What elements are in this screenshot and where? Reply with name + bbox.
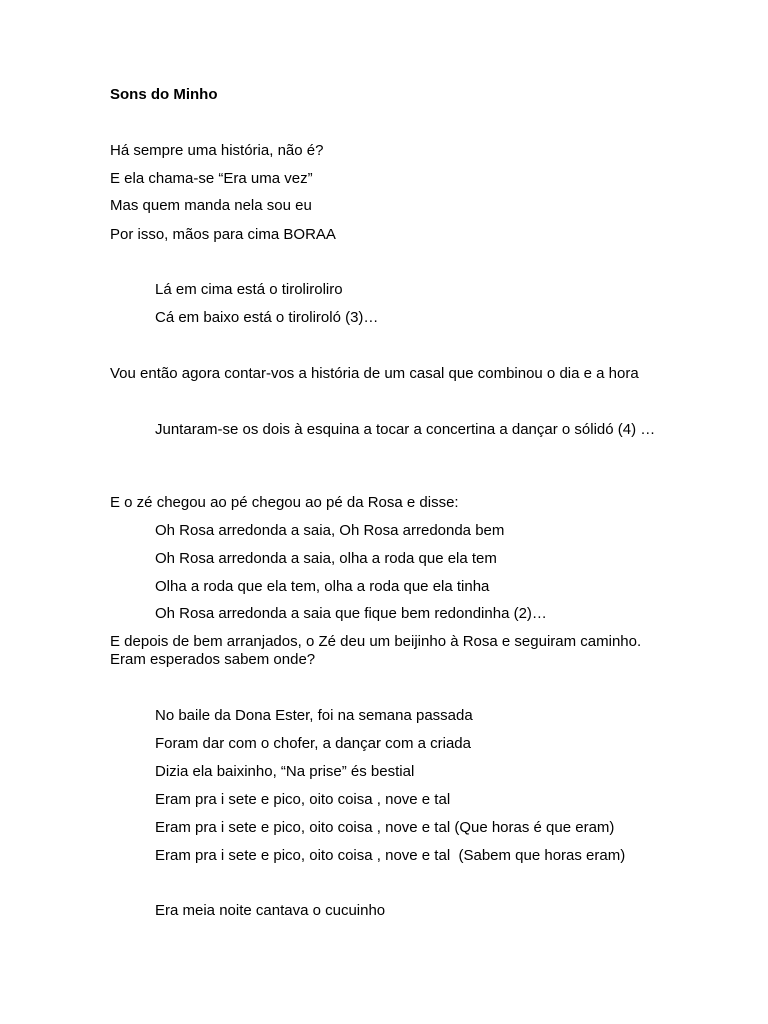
verse-line: Olha a roda que ela tem, olha a roda que ela tinha	[155, 578, 490, 595]
stanza-line: Mas quem manda nela sou eu	[110, 197, 312, 214]
narration-line: E o zé chegou ao pé chegou ao pé da Rosa e disse:	[110, 494, 459, 511]
stanza-line: Por isso, mãos para cima BORAA	[110, 226, 336, 243]
verse-line: Eram pra i sete e pico, oito coisa , nove e tal (Sabem que horas eram)	[155, 847, 626, 864]
verse-line: Eram pra i sete e pico, oito coisa , nove e tal (Que horas é que eram)	[155, 819, 615, 836]
verse-line: Dizia ela baixinho, “Na prise” és bestial	[155, 763, 415, 780]
stanza-line: Há sempre uma história, não é?	[110, 142, 324, 159]
verse-line: No baile da Dona Ester, foi na semana passada	[155, 707, 473, 724]
verse-line: Oh Rosa arredonda a saia que fique bem redondinha (2)…	[155, 605, 547, 622]
chorus-line: Cá em baixo está o tiroliroló (3)…	[155, 309, 379, 326]
narration-paragraph: E depois de bem arranjados, o Zé deu um beijinho à Rosa e seguiram caminho. Eram esperados sabem onde?	[110, 633, 642, 668]
verse-line: Era meia noite cantava o cucuinho	[155, 902, 386, 919]
verse-line: Oh Rosa arredonda a saia, olha a roda que ela tem	[155, 550, 497, 567]
verse-line: Eram pra i sete e pico, oito coisa , nove e tal	[155, 791, 451, 808]
document-title: Sons do Minho	[110, 86, 218, 103]
stanza-line: E ela chama-se “Era uma vez”	[110, 170, 313, 187]
chorus-line: Lá em cima está o tiroliroliro	[155, 281, 343, 298]
verse-paragraph: Juntaram-se os dois à esquina a tocar a concertina a dançar o sólidó (4) …	[155, 421, 656, 438]
verse-line: Oh Rosa arredonda a saia, Oh Rosa arredonda bem	[155, 522, 505, 539]
verse-line: Foram dar com o chofer, a dançar com a criada	[155, 735, 471, 752]
narration-line: Vou então agora contar-vos a história de um casal que combinou o dia e a hora	[110, 365, 639, 382]
